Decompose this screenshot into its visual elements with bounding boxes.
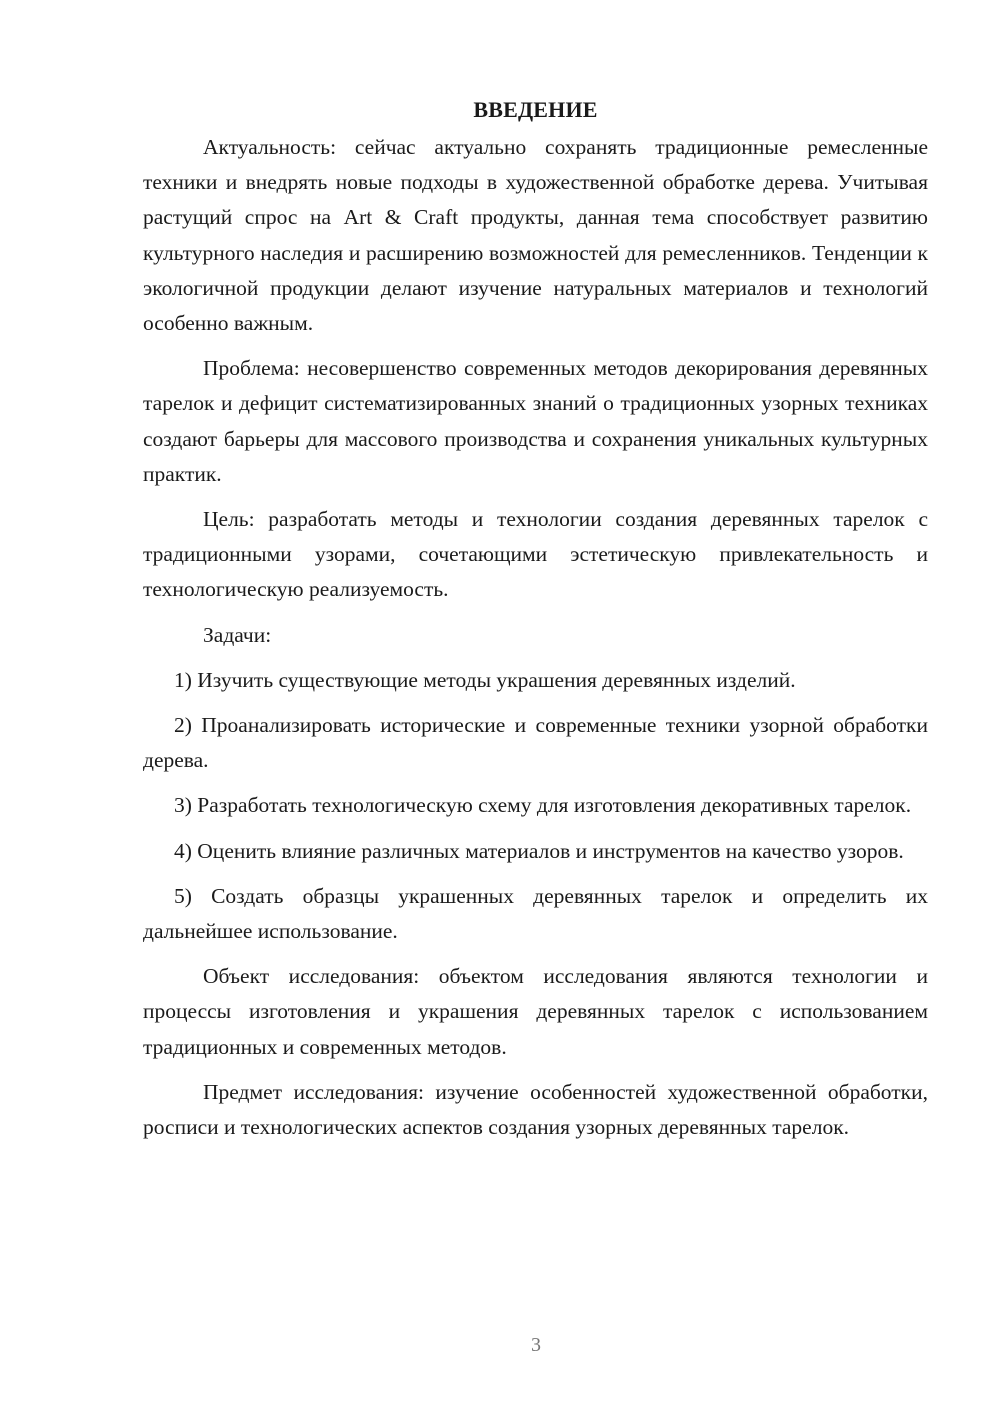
research-subject-paragraph: Предмет исследования: изучение особенностей художественной обработки, росписи и технологических аспектов создания узорных деревянных тарелок. (143, 1079, 928, 1140)
goal-paragraph: Цель: разработать методы и технологии создания деревянных тарелок с традиционными узорами, сочетающими эстетическую привлекательность и технологическую реализуемость. (143, 507, 928, 602)
document-page (143, 92, 928, 1155)
task-item-3: 3) Разработать технологическую схему для изготовления декоративных тарелок. (174, 793, 912, 818)
task-item-1: 1) Изучить существующие методы украшения деревянных изделий. (174, 667, 796, 692)
tasks-heading: Задачи: (203, 622, 272, 647)
task-item-5: 5) Создать образцы украшенных деревянных тарелок и определить их дальнейшее использование. (143, 883, 928, 944)
relevance-paragraph: Актуальность: сейчас актуально сохранять традиционные ремесленные техники и внедрять новые подходы в художественной обработке дерева. Учитывая растущий спрос на Art & Craft продукты, данная тема способствует развитию культурного наследия и расширению возможностей для ремесленников. Тенденции к экологичной продукции делают изучение натуральных материалов и технологий особенно важным. (143, 135, 928, 336)
task-item-4: 4) Оценить влияние различных материалов и инструментов на качество узоров. (174, 838, 904, 863)
problem-paragraph: Проблема: несовершенство современных методов декорирования деревянных тарелок и дефицит систематизированных знаний о традиционных узорных техниках создают барьеры для массового производства и сохранения уникальных культурных практик. (143, 356, 928, 486)
page-number: 3 (531, 1334, 541, 1356)
task-item-2: 2) Проанализировать исторические и современные техники узорной обработки дерева. (143, 713, 928, 773)
research-object-paragraph: Объект исследования: объектом исследования являются технологии и процессы изготовления и украшения деревянных тарелок с использованием традиционных и современных методов. (143, 964, 928, 1059)
page-title: ВВЕДЕНИЕ (473, 97, 598, 122)
